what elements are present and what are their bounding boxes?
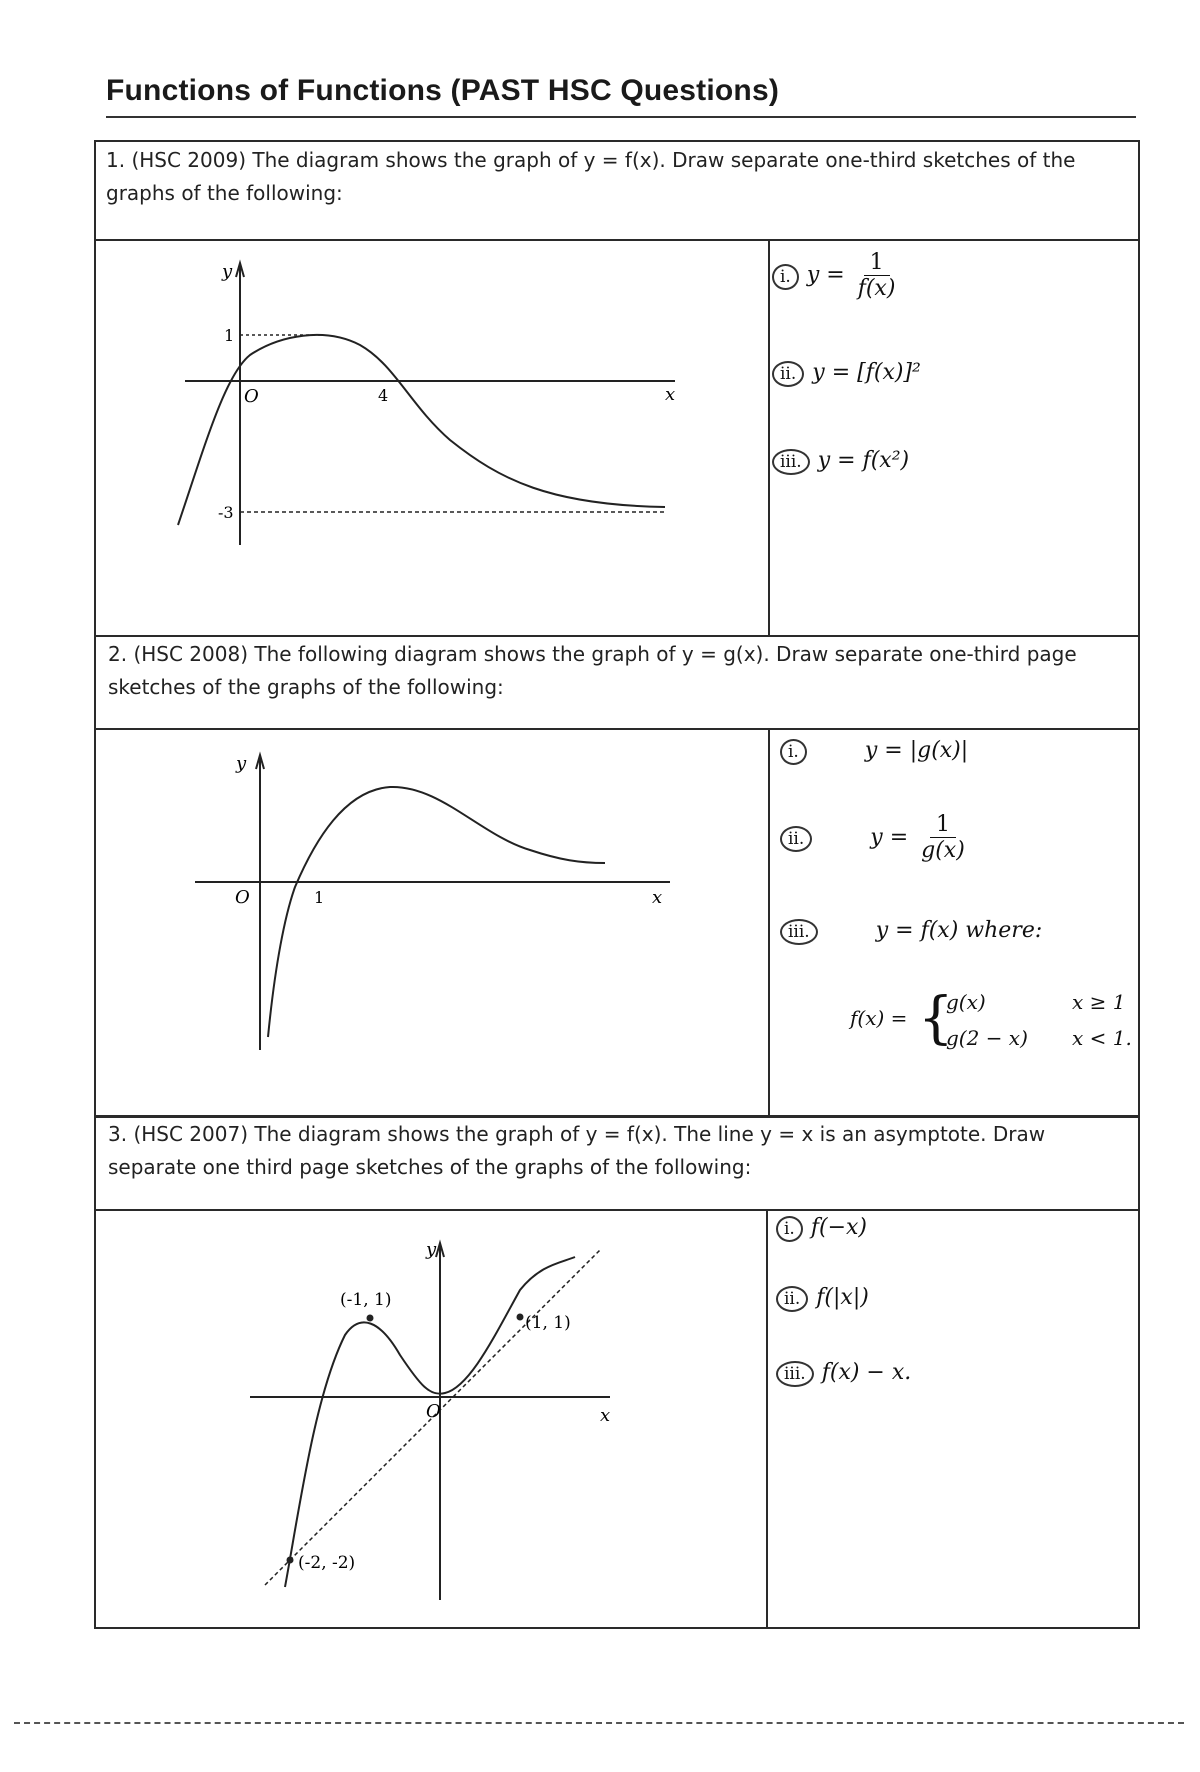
q1-tick-neg3: -3 — [218, 503, 234, 522]
q3-point-neg2 — [287, 1557, 294, 1564]
item-marker: i. — [776, 1216, 803, 1242]
q2-text: 2. (HSC 2008) The following diagram shows the graph of y = g(x). Draw separate one-third page sketches of the graphs of the following: — [108, 642, 1077, 699]
q2-y-label: y — [236, 753, 247, 774]
item-marker: i. — [780, 739, 807, 765]
q3-point-max — [367, 1315, 374, 1322]
brace: { — [918, 986, 954, 1051]
q3-label-max: (-1, 1) — [340, 1290, 392, 1310]
q2-divider — [768, 728, 770, 1118]
q3-origin-label: O — [426, 1401, 441, 1422]
q1-item-2: ii. y = [f(x)]² — [772, 360, 921, 387]
q3-item-2: ii. f(|x|) — [776, 1285, 869, 1312]
q2-item-2: ii. y = $\frac{1}{g(x)}$ — [780, 812, 971, 863]
item-marker: iii. — [776, 1361, 814, 1387]
footer-rule — [14, 1722, 1184, 1724]
q3-point-11 — [517, 1314, 524, 1321]
q3-label-11: (1, 1) — [525, 1313, 571, 1333]
q2-origin-label: O — [235, 887, 250, 908]
q1-tick-1: 1 — [224, 326, 235, 345]
q3-label-neg2: (-2, -2) — [298, 1553, 356, 1573]
q1-graph — [150, 255, 730, 595]
q1-divider — [768, 239, 770, 637]
q1-curve — [178, 335, 665, 525]
q3-x-label: x — [600, 1405, 611, 1426]
page-title: Functions of Functions (PAST HSC Questions) — [106, 74, 780, 107]
q1-item-1: i. y = $\frac{1}{f(x)}$ — [772, 250, 901, 301]
title-underline — [106, 116, 1136, 118]
q3-curve — [285, 1257, 575, 1587]
q2-graph — [180, 745, 740, 1075]
q1-tick-4: 4 — [378, 386, 389, 405]
q3-graph — [230, 1225, 790, 1625]
q1-origin-label: O — [244, 386, 259, 407]
q2-item-3: iii. y = f(x) where: — [780, 918, 1042, 945]
fraction: $\frac{1}{g(x)}$ — [921, 812, 965, 863]
q2-tick-1: 1 — [314, 888, 325, 907]
item-marker: ii. — [772, 361, 804, 387]
q3-item-1: i. f(−x) — [776, 1215, 867, 1242]
item-marker: ii. — [780, 826, 812, 852]
fraction: $\frac{1}{f(x)}$ — [857, 250, 896, 301]
q1-text: 1. (HSC 2009) The diagram shows the graph of y = f(x). Draw separate one-third sketches of the graphs of the following: — [106, 148, 1076, 205]
item-marker: iii. — [772, 449, 810, 475]
q1-x-label: x — [665, 384, 676, 405]
q3-item-3: iii. f(x) − x. — [776, 1360, 911, 1387]
q1-y-label: y — [222, 261, 233, 282]
item-marker: iii. — [780, 919, 818, 945]
item-marker: i. — [772, 264, 799, 290]
q2-x-label: x — [652, 887, 663, 908]
q1-item-3: iii. y = f(x²) — [772, 448, 909, 475]
q3-y-label: y — [426, 1239, 437, 1260]
item-marker: ii. — [776, 1286, 808, 1312]
q2-item-1: i. y = |g(x)| — [780, 738, 968, 765]
q2-curve — [268, 787, 605, 1037]
q3-text: 3. (HSC 2007) The diagram shows the graph of y = f(x). The line y = x is an asymptote. Draw separate one third page sketches of the graphs of the following: — [108, 1122, 1046, 1179]
